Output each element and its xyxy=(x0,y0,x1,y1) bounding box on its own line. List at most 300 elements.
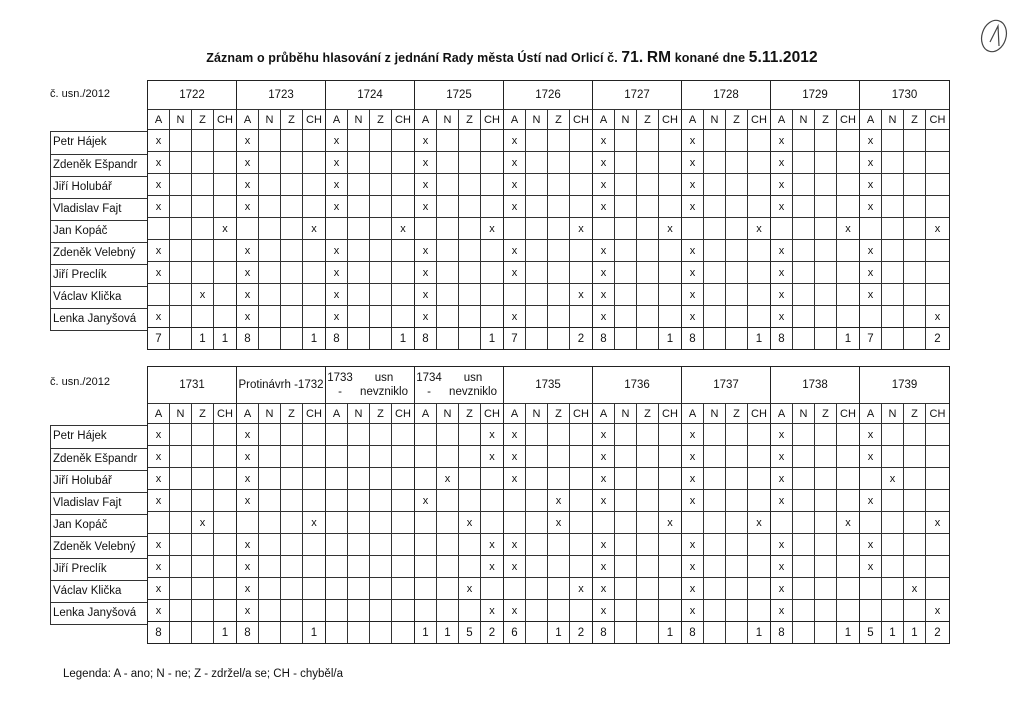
vote-cell xyxy=(214,489,237,511)
vote-cell xyxy=(860,511,882,533)
vote-cell xyxy=(882,195,904,217)
vote-cell xyxy=(793,261,815,283)
vote-cell xyxy=(348,467,370,489)
vote-cell: x xyxy=(593,283,615,305)
total-cell xyxy=(170,621,192,643)
vote-cell xyxy=(815,195,837,217)
member-name: Jiří Preclík xyxy=(51,558,147,580)
vote-cell: x xyxy=(860,129,882,151)
vote-cell xyxy=(726,151,748,173)
total-cell xyxy=(637,621,659,643)
vote-cell xyxy=(659,261,682,283)
vote-cell xyxy=(259,173,281,195)
resolution-title: 1731 xyxy=(148,367,237,403)
total-cell xyxy=(815,327,837,349)
vote-cell: x xyxy=(148,599,170,621)
resolution-title: 1722 xyxy=(148,81,237,109)
vote-type-header: N xyxy=(259,109,281,129)
vote-cell xyxy=(504,489,526,511)
vote-cell xyxy=(682,217,704,239)
vote-cell xyxy=(392,533,415,555)
vote-cell xyxy=(615,305,637,327)
vote-cell xyxy=(526,195,548,217)
vote-cell: x xyxy=(214,217,237,239)
vote-type-header: Z xyxy=(904,109,926,129)
vote-cell: x xyxy=(593,129,615,151)
vote-cell xyxy=(170,599,192,621)
vote-cell xyxy=(214,195,237,217)
total-cell xyxy=(615,327,637,349)
total-cell: 1 xyxy=(481,327,504,349)
vote-cell xyxy=(348,511,370,533)
vote-cell: x xyxy=(926,599,949,621)
vote-cell xyxy=(926,577,949,599)
vote-cell xyxy=(392,239,415,261)
vote-cell: x xyxy=(504,423,526,445)
vote-cell xyxy=(570,151,593,173)
vote-cell xyxy=(348,283,370,305)
total-cell: 1 xyxy=(415,621,437,643)
vote-cell xyxy=(704,283,726,305)
vote-type-header: CH xyxy=(303,403,326,423)
vote-cell xyxy=(170,239,192,261)
vote-cell xyxy=(615,173,637,195)
vote-cell xyxy=(882,173,904,195)
vote-cell xyxy=(192,423,214,445)
title-text: Záznam o průběhu hlasování z jednání Rady města Ústí nad Orlicí č. xyxy=(206,51,618,65)
vote-cell: x xyxy=(860,533,882,555)
vote-cell xyxy=(214,129,237,151)
resolution-header-row xyxy=(148,81,949,109)
total-cell: 1 xyxy=(748,621,771,643)
vote-cell xyxy=(726,423,748,445)
resolution-title: 1728 xyxy=(682,81,771,109)
member-name: Lenka Janyšová xyxy=(51,308,147,330)
member-name: Zdeněk Ešpandr xyxy=(51,448,147,470)
vote-cell xyxy=(637,217,659,239)
vote-cell xyxy=(637,555,659,577)
vote-cell xyxy=(459,151,481,173)
total-cell: 2 xyxy=(926,621,949,643)
vote-cell xyxy=(882,445,904,467)
vote-cell xyxy=(615,195,637,217)
vote-type-header: Z xyxy=(459,403,481,423)
vote-cell xyxy=(526,511,548,533)
vote-type-header: A xyxy=(682,109,704,129)
vote-cell xyxy=(370,217,392,239)
vote-cell xyxy=(637,423,659,445)
vote-cell xyxy=(237,511,259,533)
total-cell xyxy=(526,621,548,643)
member-name: Václav Klička xyxy=(51,286,147,308)
vote-cell xyxy=(415,467,437,489)
title-date: 5.11.2012 xyxy=(748,49,818,66)
vote-cell xyxy=(548,261,570,283)
vote-cell xyxy=(192,467,214,489)
vote-cell: x xyxy=(148,577,170,599)
vote-cell xyxy=(837,445,860,467)
vote-cell xyxy=(281,489,303,511)
vote-type-header: CH xyxy=(926,403,949,423)
vote-cell xyxy=(615,239,637,261)
vote-type-header: Z xyxy=(726,109,748,129)
vote-cell xyxy=(303,445,326,467)
vote-cell xyxy=(504,511,526,533)
vote-cell xyxy=(392,511,415,533)
member-name: Jan Kopáč xyxy=(51,220,147,242)
vote-cell xyxy=(904,173,926,195)
vote-cell xyxy=(726,129,748,151)
vote-cell: x xyxy=(771,555,793,577)
vote-cell: x xyxy=(682,533,704,555)
vote-cell xyxy=(748,445,771,467)
vote-cell: x xyxy=(326,283,348,305)
vote-cell xyxy=(637,577,659,599)
vote-cell xyxy=(726,261,748,283)
vote-cell xyxy=(659,555,682,577)
vote-cell xyxy=(860,467,882,489)
vote-cell xyxy=(793,239,815,261)
vote-cell xyxy=(303,599,326,621)
vote-cell xyxy=(481,173,504,195)
vote-cell xyxy=(481,511,504,533)
vote-cell xyxy=(904,511,926,533)
vote-cell: x xyxy=(326,261,348,283)
vote-cell xyxy=(926,489,949,511)
vote-cell xyxy=(815,283,837,305)
vote-cell xyxy=(348,533,370,555)
vote-cell xyxy=(437,555,459,577)
vote-cell xyxy=(459,489,481,511)
total-cell xyxy=(793,327,815,349)
table-row xyxy=(148,261,949,283)
vote-cell xyxy=(170,511,192,533)
vote-cell xyxy=(548,151,570,173)
vote-cell: x xyxy=(504,129,526,151)
vote-cell xyxy=(726,305,748,327)
vote-cell xyxy=(615,283,637,305)
vote-cell xyxy=(437,261,459,283)
vote-cell xyxy=(882,239,904,261)
vote-cell: x xyxy=(860,445,882,467)
vote-cell xyxy=(170,173,192,195)
vote-cell xyxy=(837,555,860,577)
vote-cell: x xyxy=(148,151,170,173)
vote-cell xyxy=(548,423,570,445)
vote-type-header: CH xyxy=(570,109,593,129)
vote-cell xyxy=(704,423,726,445)
vote-cell xyxy=(237,217,259,239)
table-row xyxy=(148,533,949,555)
vote-cell xyxy=(281,599,303,621)
vote-cell xyxy=(793,577,815,599)
vote-cell: x xyxy=(860,283,882,305)
vote-cell xyxy=(392,261,415,283)
vote-cell: x xyxy=(303,217,326,239)
vote-cell xyxy=(704,129,726,151)
vote-type-header: Z xyxy=(192,109,214,129)
vote-cell xyxy=(392,555,415,577)
vote-cell xyxy=(326,555,348,577)
vote-cell xyxy=(637,173,659,195)
vote-cell xyxy=(882,151,904,173)
vote-cell xyxy=(815,261,837,283)
vote-cell xyxy=(504,217,526,239)
vote-cell: x xyxy=(682,305,704,327)
vote-cell: x xyxy=(593,577,615,599)
title-konane: konané dne xyxy=(674,51,746,65)
vote-cell xyxy=(704,261,726,283)
vote-cell xyxy=(437,217,459,239)
vote-cell xyxy=(615,423,637,445)
vote-cell xyxy=(548,239,570,261)
vote-cell xyxy=(682,511,704,533)
vote-cell xyxy=(593,511,615,533)
vote-cell: x xyxy=(659,217,682,239)
vote-cell: x xyxy=(682,129,704,151)
vote-cell xyxy=(793,599,815,621)
vote-cell: x xyxy=(771,533,793,555)
total-cell: 7 xyxy=(860,327,882,349)
vote-cell: x xyxy=(882,467,904,489)
vote-cell xyxy=(548,195,570,217)
vote-cell xyxy=(370,195,392,217)
vote-cell xyxy=(659,129,682,151)
vote-cell xyxy=(815,217,837,239)
total-cell: 1 xyxy=(392,327,415,349)
vote-cell xyxy=(303,423,326,445)
vote-cell xyxy=(259,151,281,173)
vote-cell xyxy=(303,173,326,195)
vote-cell xyxy=(837,173,860,195)
vote-cell xyxy=(882,261,904,283)
vote-cell xyxy=(793,151,815,173)
vote-cell xyxy=(704,195,726,217)
vote-cell xyxy=(459,261,481,283)
vote-cell: x xyxy=(682,261,704,283)
vote-cell xyxy=(793,217,815,239)
vote-cell xyxy=(259,577,281,599)
vote-cell xyxy=(615,599,637,621)
vote-cell xyxy=(748,239,771,261)
vote-cell xyxy=(348,261,370,283)
vote-cell xyxy=(170,423,192,445)
vote-cell xyxy=(771,511,793,533)
vote-cell xyxy=(392,129,415,151)
vote-cell xyxy=(704,489,726,511)
vote-cell: x xyxy=(593,599,615,621)
total-cell xyxy=(726,327,748,349)
vote-cell xyxy=(348,195,370,217)
vote-type-header: N xyxy=(793,109,815,129)
total-cell xyxy=(259,621,281,643)
vote-cell xyxy=(748,467,771,489)
table-row xyxy=(148,599,949,621)
vote-cell: x xyxy=(682,195,704,217)
vote-cell: x xyxy=(148,489,170,511)
vote-cell xyxy=(748,283,771,305)
vote-cell xyxy=(882,555,904,577)
vote-cell xyxy=(192,239,214,261)
vote-cell xyxy=(214,577,237,599)
vote-cell: x xyxy=(237,151,259,173)
vote-cell: x xyxy=(237,445,259,467)
vote-type-header: N xyxy=(704,109,726,129)
vote-cell xyxy=(370,261,392,283)
vote-type-header: CH xyxy=(748,403,771,423)
table-row xyxy=(148,283,949,305)
vote-cell xyxy=(637,129,659,151)
vote-cell xyxy=(459,599,481,621)
vote-cell xyxy=(348,489,370,511)
total-cell xyxy=(170,327,192,349)
vote-cell xyxy=(214,283,237,305)
vote-cell xyxy=(837,151,860,173)
vote-cell: x xyxy=(926,511,949,533)
vote-cell xyxy=(726,467,748,489)
vote-cell xyxy=(837,423,860,445)
total-cell xyxy=(526,327,548,349)
vote-cell xyxy=(615,129,637,151)
vote-cell xyxy=(370,151,392,173)
vote-cell xyxy=(192,195,214,217)
vote-cell: x xyxy=(504,599,526,621)
vote-cell: x xyxy=(771,239,793,261)
vote-cell xyxy=(659,577,682,599)
vote-cell xyxy=(348,577,370,599)
vote-cell xyxy=(548,305,570,327)
total-cell xyxy=(392,621,415,643)
vote-cell: x xyxy=(682,467,704,489)
vote-cell: x xyxy=(504,261,526,283)
vote-cell xyxy=(570,239,593,261)
vote-cell: x xyxy=(504,467,526,489)
vote-cell xyxy=(793,305,815,327)
vote-cell xyxy=(815,555,837,577)
vote-cell: x xyxy=(237,489,259,511)
vote-cell xyxy=(793,173,815,195)
vote-cell xyxy=(904,599,926,621)
member-name: Zdeněk Velebný xyxy=(51,242,147,264)
vote-cell xyxy=(904,467,926,489)
vote-cell xyxy=(570,533,593,555)
title-rm: RM xyxy=(646,49,672,66)
vote-cell xyxy=(548,283,570,305)
vote-cell: x xyxy=(192,283,214,305)
vote-type-header: N xyxy=(882,403,904,423)
table-row xyxy=(148,173,949,195)
vote-cell xyxy=(637,305,659,327)
vote-type-header: Z xyxy=(281,403,303,423)
vote-cell xyxy=(459,445,481,467)
vote-cell: x xyxy=(593,261,615,283)
vote-cell xyxy=(415,577,437,599)
vote-cell xyxy=(459,423,481,445)
table-row xyxy=(148,195,949,217)
vote-cell xyxy=(326,423,348,445)
vote-cell xyxy=(437,283,459,305)
table-row xyxy=(148,467,949,489)
vote-cell xyxy=(459,173,481,195)
vote-cell xyxy=(904,261,926,283)
member-name: Lenka Janyšová xyxy=(51,602,147,624)
vote-cell xyxy=(704,173,726,195)
vote-cell xyxy=(570,511,593,533)
vote-cell: x xyxy=(593,445,615,467)
vote-cell xyxy=(326,489,348,511)
vote-cell xyxy=(570,195,593,217)
total-cell: 1 xyxy=(437,621,459,643)
vote-cell: x xyxy=(415,239,437,261)
vote-cell xyxy=(437,577,459,599)
vote-type-header: Z xyxy=(637,403,659,423)
vote-cell xyxy=(615,489,637,511)
vote-type-header: A xyxy=(593,403,615,423)
vote-cell xyxy=(392,445,415,467)
vote-cell xyxy=(637,195,659,217)
vote-cell xyxy=(214,511,237,533)
vote-cell xyxy=(726,173,748,195)
vote-cell xyxy=(926,445,949,467)
vote-cell: x xyxy=(682,599,704,621)
vote-cell: x xyxy=(860,239,882,261)
resolution-header-row xyxy=(148,367,949,403)
vote-cell xyxy=(882,533,904,555)
table-row xyxy=(148,445,949,467)
vote-cell xyxy=(459,239,481,261)
vote-cell: x xyxy=(570,577,593,599)
vote-cell: x xyxy=(771,151,793,173)
vote-cell xyxy=(459,195,481,217)
vote-cell: x xyxy=(860,423,882,445)
page-title xyxy=(0,49,1024,67)
vote-cell xyxy=(837,283,860,305)
vote-type-header: N xyxy=(437,109,459,129)
vote-cell xyxy=(392,489,415,511)
vote-cell: x xyxy=(593,533,615,555)
vote-type-header: CH xyxy=(481,403,504,423)
vote-cell xyxy=(904,239,926,261)
vote-cell: x xyxy=(593,239,615,261)
vote-cell: x xyxy=(192,511,214,533)
vote-cell xyxy=(370,599,392,621)
member-name: Jiří Holubář xyxy=(51,470,147,492)
vote-cell xyxy=(704,217,726,239)
vote-cell xyxy=(481,467,504,489)
vote-cell xyxy=(926,195,949,217)
vote-cell xyxy=(170,305,192,327)
vote-type-header: Z xyxy=(637,109,659,129)
vote-cell xyxy=(392,423,415,445)
vote-cell xyxy=(637,467,659,489)
total-cell xyxy=(259,327,281,349)
vote-cell: x xyxy=(771,283,793,305)
vote-cell xyxy=(303,555,326,577)
vote-cell xyxy=(370,467,392,489)
vote-cell xyxy=(904,555,926,577)
vote-type-header: Z xyxy=(548,403,570,423)
vote-cell xyxy=(281,129,303,151)
vote-cell xyxy=(570,129,593,151)
table-row xyxy=(148,129,949,151)
vote-cell xyxy=(659,173,682,195)
vote-cell: x xyxy=(593,151,615,173)
member-name: Václav Klička xyxy=(51,580,147,602)
vote-cell xyxy=(748,533,771,555)
vote-cell: x xyxy=(237,239,259,261)
vote-type-header: Z xyxy=(192,403,214,423)
vote-cell: x xyxy=(771,467,793,489)
